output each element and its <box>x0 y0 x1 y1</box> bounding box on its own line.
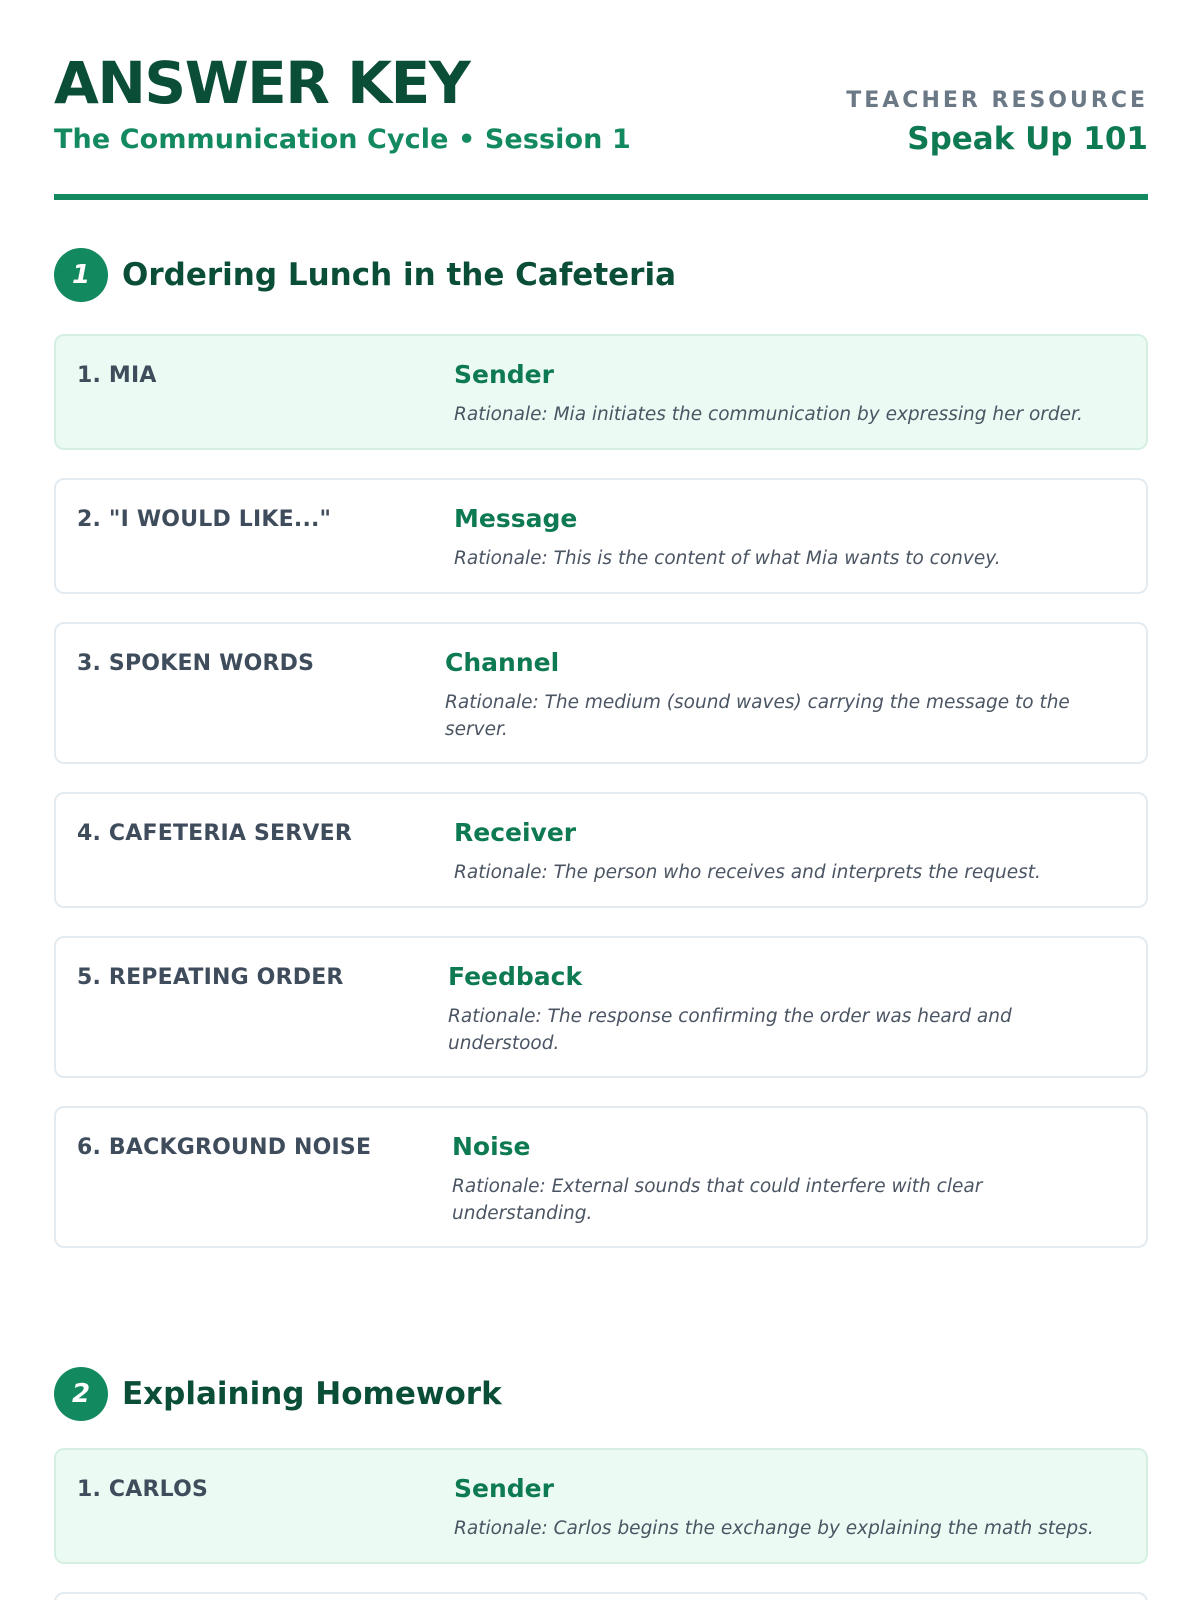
answer-rationale: Rationale: Carlos begins the exchange by explaining the math steps. <box>454 1518 1094 1539</box>
section-title: Explaining Homework <box>122 1376 502 1412</box>
header-meta <box>846 88 1148 157</box>
answer-rationale: Rationale: Mia initiates the communication by expressing her order. <box>454 404 1083 425</box>
term-label: 5. REPEATING ORDER <box>77 965 344 990</box>
term-label: 3. SPOKEN WORDS <box>77 651 315 676</box>
term-label: 6. BACKGROUND NOISE <box>77 1135 372 1160</box>
answer-rationale: Rationale: External sounds that could interfere with clear understanding. <box>452 1176 983 1224</box>
term-label: 1. CARLOS <box>77 1477 209 1502</box>
term-label: 4. CAFETERIA SERVER <box>77 821 353 846</box>
answer-block <box>448 962 1106 1057</box>
section-header <box>54 1367 502 1421</box>
section-header <box>54 248 676 302</box>
answer-term: Message <box>454 504 578 533</box>
answer-card <box>54 936 1148 1078</box>
answer-card <box>54 622 1148 764</box>
answer-block <box>454 818 1106 886</box>
answer-rationale: Rationale: This is the content of what Mia wants to convey. <box>454 548 1001 569</box>
answer-term: Noise <box>452 1132 531 1161</box>
section-title: Ordering Lunch in the Cafeteria <box>122 257 677 293</box>
term-label: 2. "I WOULD LIKE..." <box>77 507 332 532</box>
page-title: ANSWER KEY <box>54 49 470 117</box>
course-name: Speak Up 101 <box>907 121 1148 157</box>
answer-term: Sender <box>454 360 554 389</box>
answer-card <box>54 478 1148 594</box>
answer-card <box>54 1592 1148 1600</box>
answer-rationale: Rationale: The medium (sound waves) carrying the message to the server. <box>445 692 1070 740</box>
answer-term: Sender <box>454 1474 554 1503</box>
answer-rationale: Rationale: The response confirming the order was heard and understood. <box>448 1006 1012 1054</box>
answer-card <box>54 1106 1148 1248</box>
section-number-badge: 2 <box>54 1367 108 1421</box>
answer-block <box>454 1474 1106 1542</box>
answer-term: Receiver <box>454 818 577 847</box>
answer-block <box>454 360 1106 428</box>
page-header <box>54 49 1148 200</box>
section-number-badge: 1 <box>54 248 108 302</box>
answer-card <box>54 1448 1148 1564</box>
answer-card <box>54 792 1148 908</box>
answer-term: Feedback <box>448 962 583 991</box>
answer-term: Channel <box>445 648 560 677</box>
answer-block <box>452 1132 1106 1227</box>
answer-block <box>445 648 1106 743</box>
resource-label: TEACHER RESOURCE <box>846 88 1148 113</box>
answer-card <box>54 334 1148 450</box>
page-subtitle: The Communication Cycle • Session 1 <box>54 124 631 155</box>
term-label: 1. MIA <box>77 363 157 388</box>
answer-rationale: Rationale: The person who receives and interprets the request. <box>454 862 1041 883</box>
answer-block <box>454 504 1106 572</box>
